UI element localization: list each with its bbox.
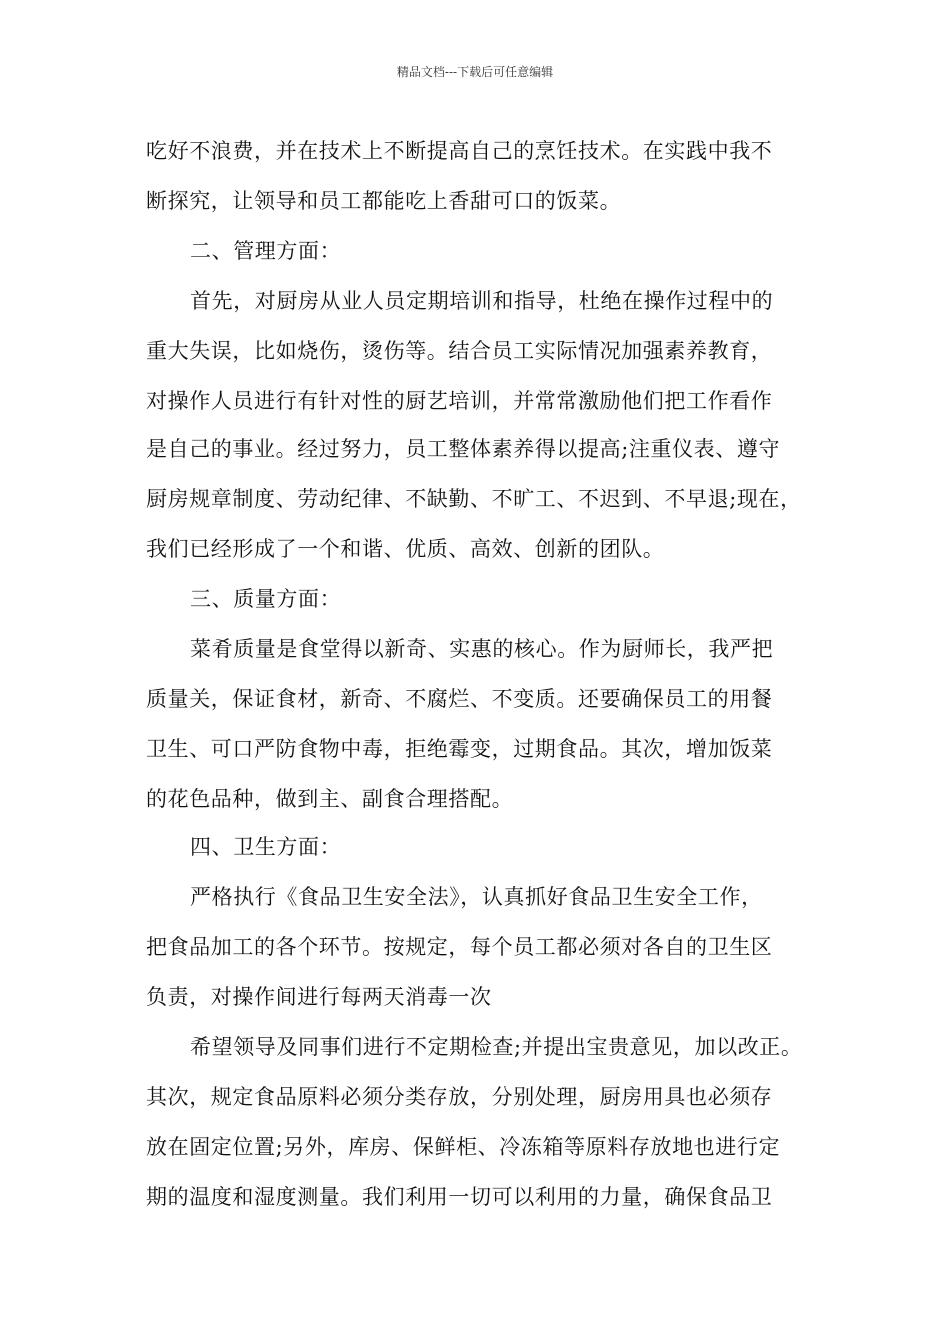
text-line: 卫生、可口严防食物中毒，拒绝霉变，过期食品。其次，增加饭菜: [146, 737, 773, 761]
text-line: 其次，规定食品原料必须分类存放，分别处理，厨房用具也必须存: [146, 1085, 773, 1109]
text-line: 重大失误，比如烧伤，烫伤等。结合员工实际情况加强素养教育，: [146, 339, 773, 363]
text-line: 我们已经形成了一个和谐、优质、高效、创新的团队。: [146, 537, 665, 561]
text-line: 期的温度和湿度测量。我们利用一切可以利用的力量，确保食品卫: [146, 1185, 773, 1209]
page-header: 精品文档---下载后可任意编辑: [396, 65, 554, 79]
text-line: 吃好不浪费，并在技术上不断提高自己的烹饪技术。在实践中我不: [146, 139, 773, 163]
section-heading-hygiene: 四、卫生方面：: [190, 835, 342, 859]
text-line: 质量关，保证食材，新奇、不腐烂、不变质。还要确保员工的用餐: [146, 687, 773, 711]
text-line: 的花色品种，做到主、副食合理搭配。: [146, 787, 514, 811]
section-heading-quality: 三、质量方面：: [190, 587, 342, 611]
text-line: 厨房规章制度、劳动纪律、不缺勤、不旷工、不迟到、不早退;现在，: [146, 487, 802, 511]
text-line: 对操作人员进行有针对性的厨艺培训，并常常激励他们把工作看作: [146, 389, 773, 413]
text-line: 负责，对操作间进行每两天消毒一次: [146, 985, 492, 1009]
text-line: 严格执行《食品卫生安全法》，认真抓好食品卫生安全工作，: [190, 885, 763, 909]
text-line: 把食品加工的各个环节。按规定，每个员工都必须对各自的卫生区: [146, 935, 773, 959]
text-line: 放在固定位置;另外，库房、保鲜柜、冷冻箱等原料存放地也进行定: [146, 1135, 781, 1159]
text-line: 菜肴质量是食堂得以新奇、实惠的核心。作为厨师长，我严把: [190, 637, 774, 661]
text-line: 希望领导及同事们进行不定期检查;并提出宝贵意见，加以改正。: [190, 1035, 803, 1059]
text-line: 首先，对厨房从业人员定期培训和指导，杜绝在操作过程中的: [190, 289, 774, 313]
text-line: 断探究，让领导和员工都能吃上香甜可口的饭菜。: [146, 189, 622, 213]
text-line: 是自己的事业。经过努力，员工整体素养得以提高;注重仪表、遵守: [146, 437, 781, 461]
section-heading-management: 二、管理方面：: [190, 239, 342, 263]
